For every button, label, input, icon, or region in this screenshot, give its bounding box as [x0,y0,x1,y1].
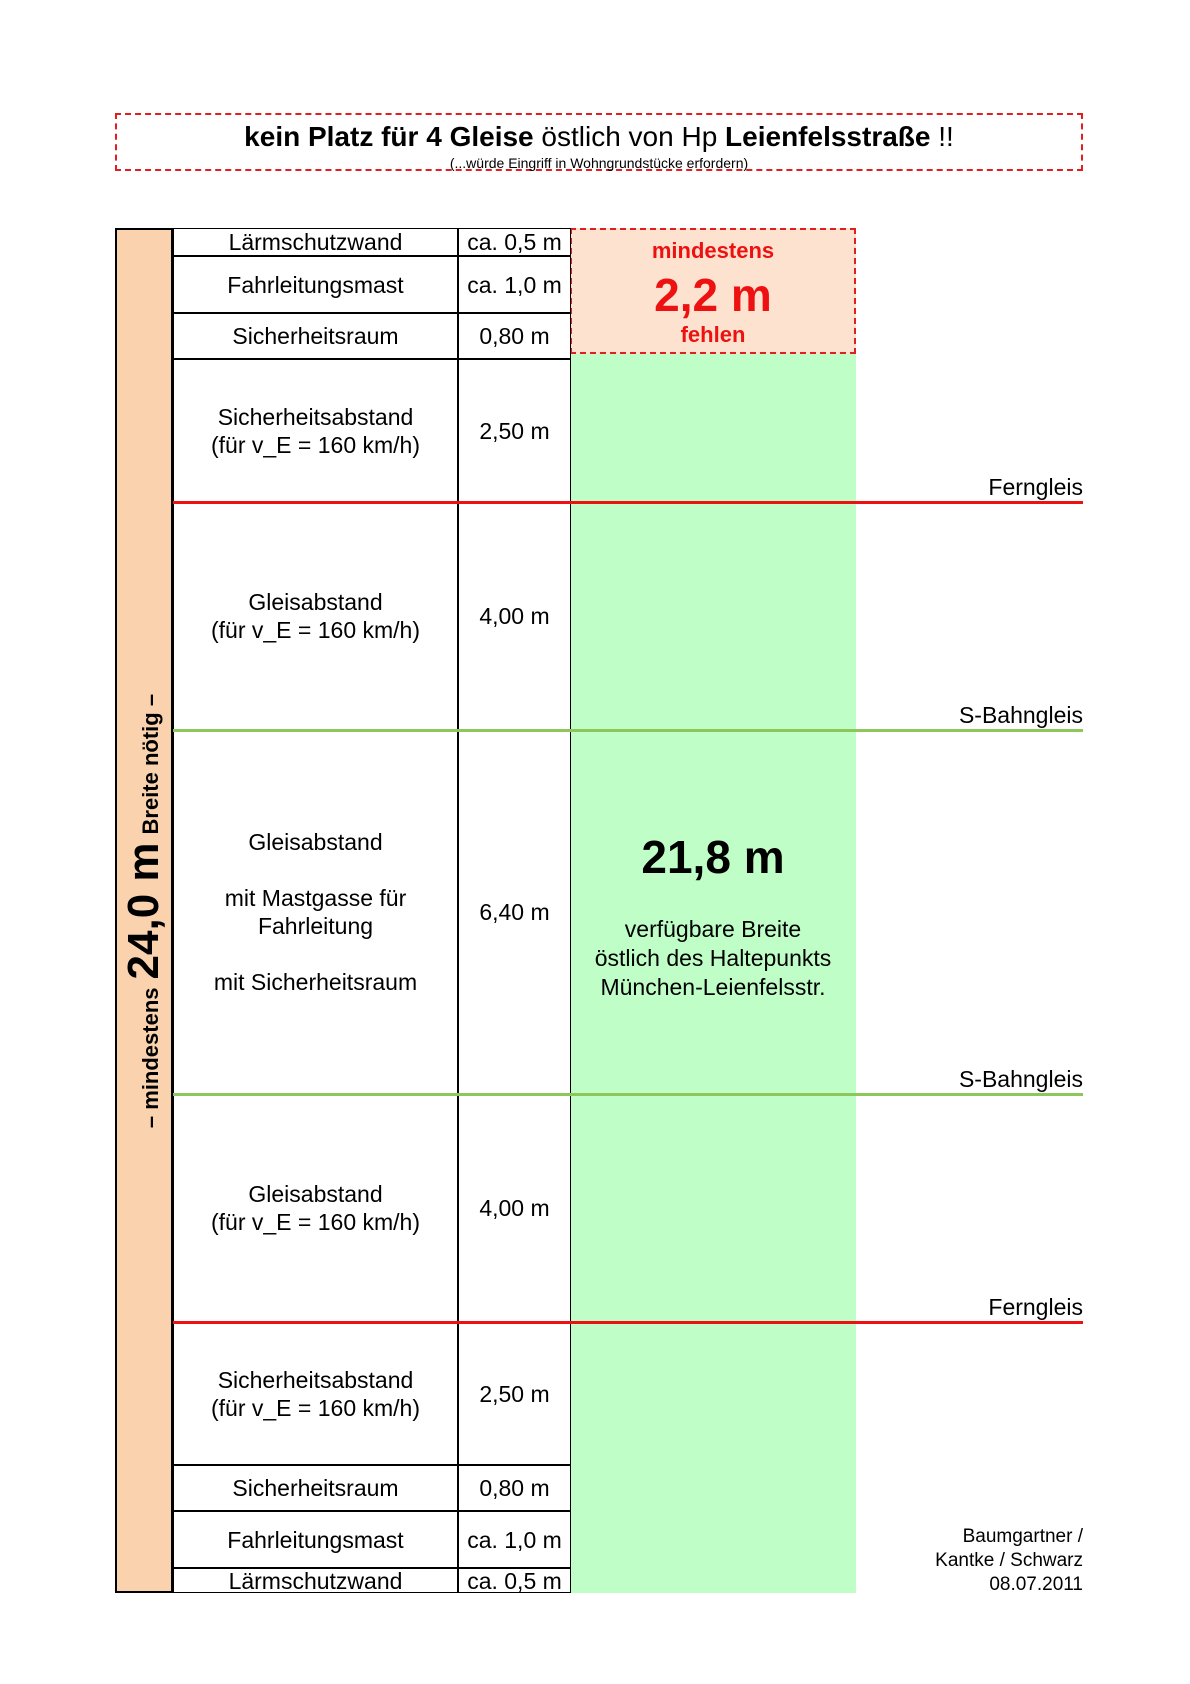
row-value: 0,80 m [458,313,571,359]
row-label-line: Sicherheitsraum [232,323,399,349]
total-width-label [119,693,169,1127]
row-label-line: Gleisabstand [248,829,383,855]
row-label-line: Sicherheitsraum [232,1475,399,1501]
row-label-line: Fahrleitungsmast [227,271,404,298]
credit-line: 08.07.2011 [989,1574,1083,1595]
title-part-4: !! [930,121,954,152]
missing-bottom-text: fehlen [680,322,746,347]
row-value: ca. 1,0 m [458,1511,571,1568]
row-value: ca. 0,5 m [458,228,571,256]
row-label [173,1322,458,1465]
track-label: Ferngleis [988,1294,1083,1320]
row-value: 6,40 m [458,730,571,1094]
page-title [117,121,1081,153]
row-label [173,730,458,1094]
row-label [173,1094,458,1322]
row-label-line: Gleisabstand [248,589,383,615]
band-prefix: – mindestens [138,986,163,1128]
track-label: Ferngleis [988,474,1083,500]
row-label-line: Lärmschutzwand [228,1567,403,1594]
row-label [173,313,458,359]
row-value: 4,00 m [458,502,571,730]
track-label: S-Bahngleis [958,1066,1083,1092]
missing-top-text: mindestens [651,238,775,263]
track-label: S-Bahngleis [958,702,1083,728]
row-label [173,1568,458,1593]
available-line: München-Leienfelsstr. [600,974,826,1000]
track-line-ferngleis [173,1321,1083,1324]
total-width-band [115,228,173,1593]
row-label-line: Gleisabstand [248,1181,383,1207]
available-line: verfügbare Breite [624,916,802,942]
credit-line: Kantke / Schwarz [935,1550,1083,1571]
page-subtitle: (...würde Eingriff in Wohngrundstücke erfordern) [449,155,749,171]
row-label [173,502,458,730]
row-value: ca. 1,0 m [458,256,571,313]
title-part-3: Leienfelsstraße [725,121,931,152]
row-label-line: mit Mastgasse für [224,885,407,911]
row-label-line: (für v_E = 160 km/h) [211,431,420,458]
missing-width-box [570,228,856,354]
credit-line: Baumgartner / [962,1526,1083,1547]
row-value: 2,50 m [458,359,571,502]
row-label [173,1465,458,1511]
row-label [173,359,458,502]
row-label-line: Lärmschutzwand [228,229,403,255]
track-line-s-bahngleis [173,1093,1083,1096]
band-value: 24,0 m [119,841,168,979]
band-suffix: Breite nötig – [138,693,163,834]
row-label [173,1511,458,1568]
author-credit [935,1525,1083,1597]
available-line: östlich des Haltepunkts [594,945,832,971]
row-value: ca. 0,5 m [458,1568,571,1593]
track-line-s-bahngleis [173,729,1083,732]
row-label-line: Sicherheitsabstand [217,403,414,430]
row-value: 4,00 m [458,1094,571,1322]
title-part-2: östlich von Hp [533,121,726,152]
available-description [570,915,856,1002]
title-part-1: kein Platz für 4 Gleise [244,121,534,152]
missing-value: 2,2 m [654,269,772,321]
row-label-line: Fahrleitungsmast [227,1526,404,1553]
row-value: 0,80 m [458,1465,571,1511]
row-label [173,228,458,256]
row-label-line: Fahrleitung [257,913,374,939]
row-label-line: (für v_E = 160 km/h) [211,1209,420,1235]
row-label-line: (für v_E = 160 km/h) [211,1394,420,1421]
available-value: 21,8 m [641,831,785,883]
row-label-line: Sicherheitsabstand [217,1366,414,1393]
title-box [115,113,1083,171]
row-label-line [214,940,417,968]
row-label-line: mit Sicherheitsraum [213,969,418,995]
row-value: 2,50 m [458,1322,571,1465]
row-label [173,256,458,313]
row-label-line: (für v_E = 160 km/h) [211,617,420,643]
track-line-ferngleis [173,501,1083,504]
row-label-line [214,856,417,884]
